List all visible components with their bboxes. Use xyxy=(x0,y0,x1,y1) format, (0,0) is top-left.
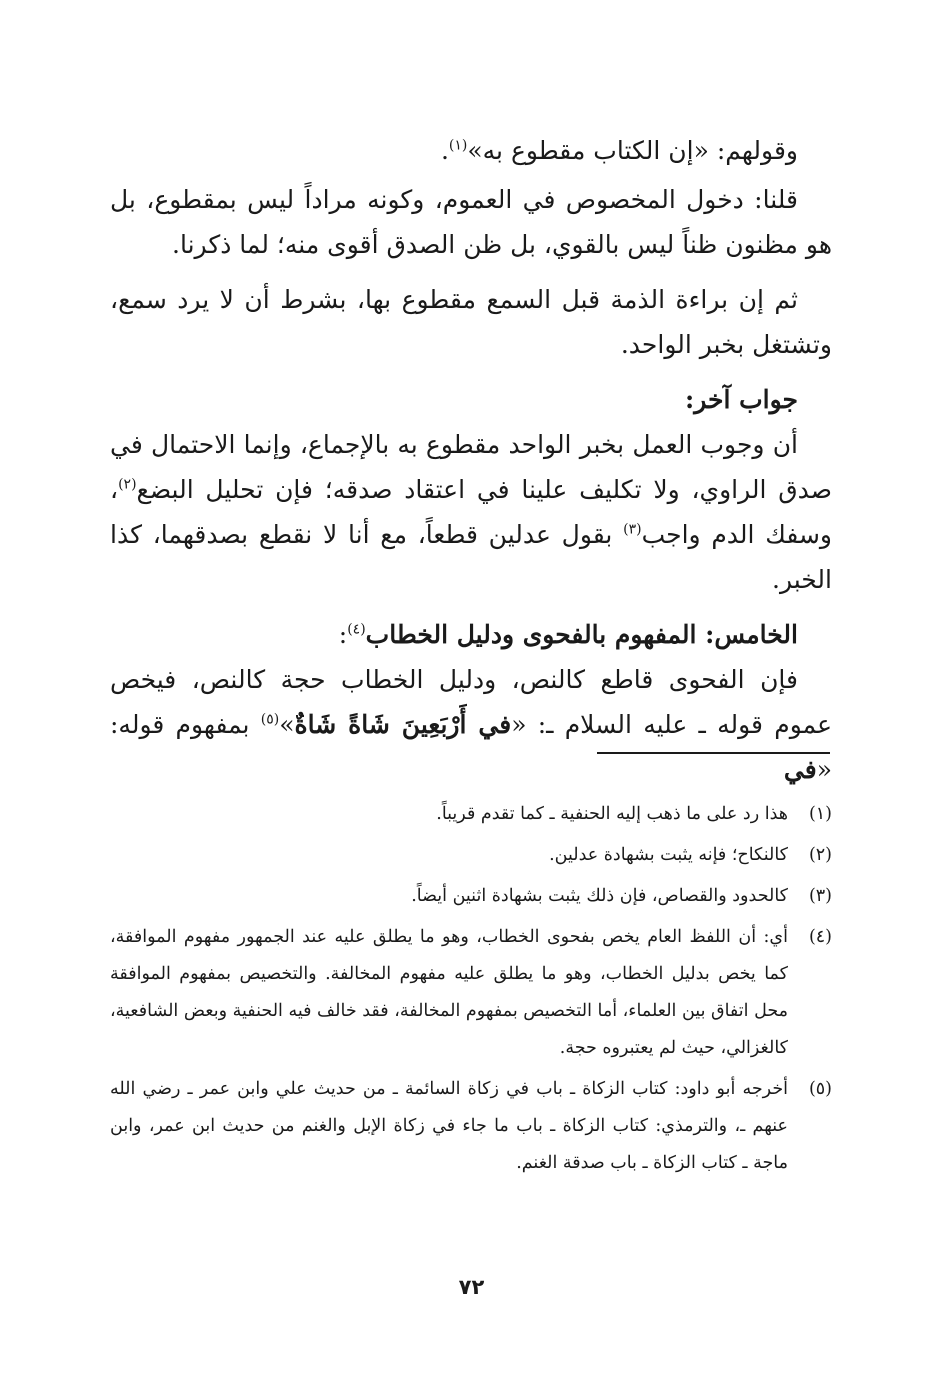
section-heading-another-answer: جواب آخر: xyxy=(685,385,798,414)
footnote-4 xyxy=(110,919,832,1067)
footnote-3 xyxy=(110,878,832,915)
quote-text: وقولهم: «إن الكتاب مقطوع به» xyxy=(467,136,798,165)
paragraph-fahwa xyxy=(110,657,832,792)
section-heading-fifth xyxy=(110,612,832,657)
footnote-number: (٤) xyxy=(808,927,832,947)
footnote-number: (٥) xyxy=(808,1079,832,1099)
footnote-number: (٢) xyxy=(808,845,832,865)
fahwa-text-a: فإن الفحوى قاطع كالنص، ودليل الخطاب حجة كالنص، فيخص عموم قوله ـ عليه السلام ـ: « xyxy=(110,665,832,739)
fahwa-text-c: بمفهوم قوله: « xyxy=(110,710,832,784)
quote-tail: . xyxy=(440,136,449,165)
answer-text-b: ، وسفك الدم واجب xyxy=(110,475,832,549)
footnote-divider xyxy=(597,752,830,754)
paragraph-response: قلنا: دخول المخصوص في العموم، وكونه مراداً ليس بمقطوع، بل هو مظنون ظناً ليس بالقوي، بل ظن الصدق أقوى منه؛ لما ذكرنا. xyxy=(110,185,832,259)
footnote-number: (٣) xyxy=(808,886,832,906)
main-text xyxy=(110,128,832,792)
paragraph-bara-a: ثم إن براءة الذمة قبل السمع مقطوع بها، بشرط أن لا يرد سمع، وتشتغل بخبر الواحد. xyxy=(110,285,832,359)
hadith-text: في أَرْبَعِينَ شَاةً شَاةٌ xyxy=(294,710,512,739)
footnote-text: كالحدود والقصاص، فإن ذلك يثبت بشهادة اثنين أيضاً. xyxy=(411,886,788,906)
footnote-5 xyxy=(110,1071,832,1182)
footnote-text: أي: أن اللفظ العام يخص بفحوى الخطاب، وهو ما يطلق عليه عند الجمهور مفهوم الموافقة، كما يخص بدليل الخطاب، وهو ما يطلق عليه مفهوم المخالفة. والتخصيص بمفهوم الموافقة محل اتفاق بين العلماء، أما التخصيص بمفهوم المخالفة، فقد خالف فيه الحنفية وبعض الشافعية، كالغزالي، حيث لم يعتبروه حجة. xyxy=(110,927,788,1058)
footnote-ref-4: (٤) xyxy=(347,621,366,638)
fifth-heading-label: الخامس: المفهوم بالفحوى ودليل الخطاب xyxy=(365,620,798,649)
answer-text-c: بقول عدلين قطعاً، مع أنا لا نقطع بصدقهما، كذا الخبر. xyxy=(110,520,832,594)
footnote-text: أخرجه أبو داود: كتاب الزكاة ـ باب في زكاة السائمة ـ من حديث علي وابن عمر ـ رضي الله عنهم ـ، والترمذي: كتاب الزكاة ـ باب ما جاء في زكاة الإبل والغنم من حديث ابن عمر، وابن ماجة ـ كتاب الزكاة ـ باب صدقة الغنم. xyxy=(110,1079,788,1173)
footnote-2 xyxy=(110,837,832,874)
paragraph-another-answer xyxy=(110,422,832,602)
footnote-ref-3: (٣) xyxy=(623,521,642,538)
answer-text-a: أن وجوب العمل بخبر الواحد مقطوع به بالإجماع، وإنما الاحتمال في صدق الراوي، ولا تكليف علينا في اعتقاد صدقه؛ فإن تحليل البضع xyxy=(110,430,832,504)
footnote-1 xyxy=(110,796,832,833)
paragraph-quote xyxy=(110,128,832,173)
footnote-ref-5: (٥) xyxy=(260,711,280,728)
page-number: ٧٢ xyxy=(458,1275,485,1299)
footnotes xyxy=(110,796,832,1182)
fahwa-quote-close: » xyxy=(279,710,295,739)
footnote-text: كالنكاح؛ فإنه يثبت بشهادة عدلين. xyxy=(549,845,788,865)
footnote-number: (١) xyxy=(808,804,832,824)
fahwa-tail: في xyxy=(783,755,817,784)
footnote-text: هذا رد على ما ذهب إليه الحنفية ـ كما تقدم قريباً. xyxy=(436,804,788,824)
fifth-heading-colon: : xyxy=(338,620,348,649)
footnote-ref-1: (١) xyxy=(448,137,468,154)
footnote-ref-2: (٢) xyxy=(118,476,137,493)
